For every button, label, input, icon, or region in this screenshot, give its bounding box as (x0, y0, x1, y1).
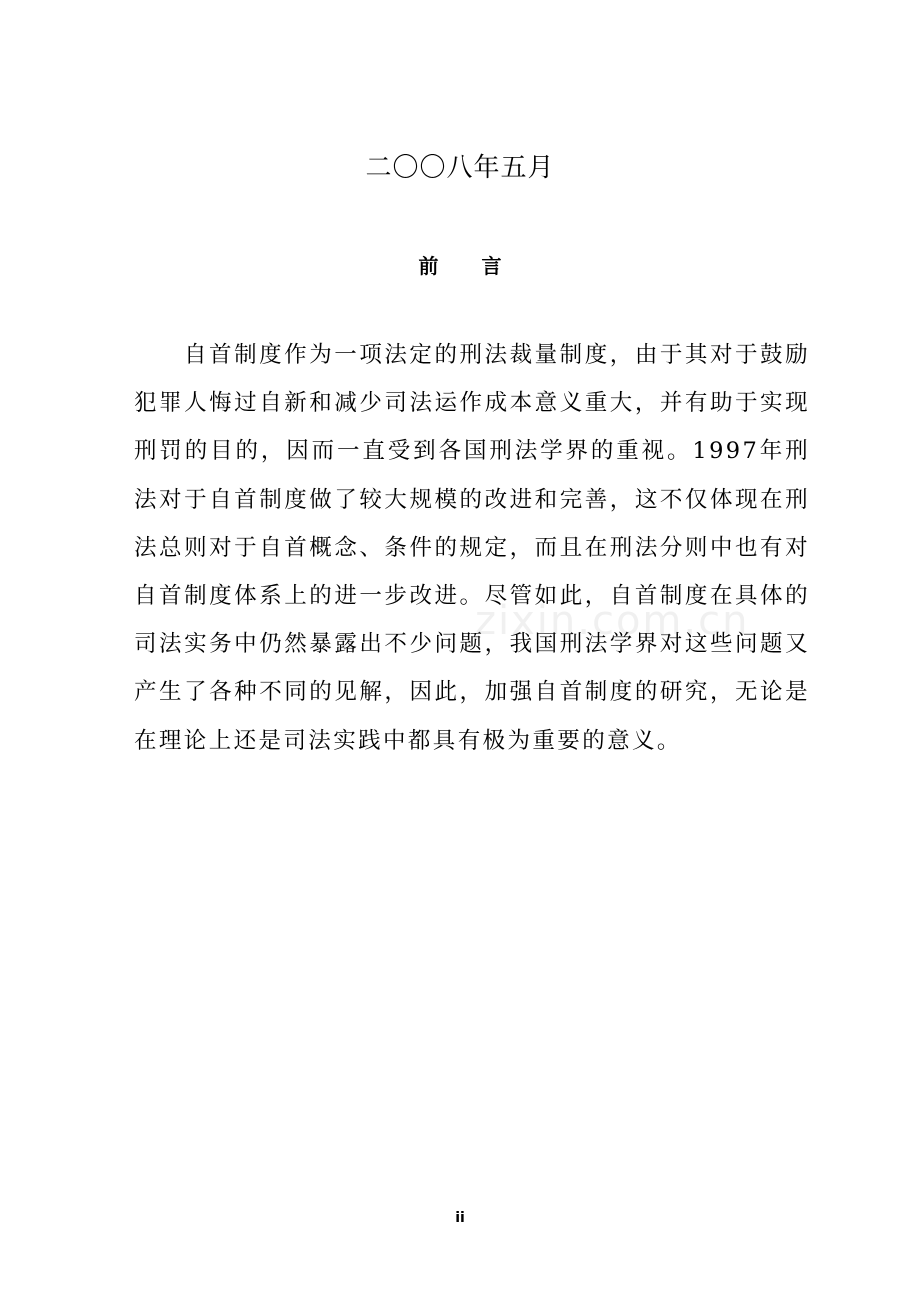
watermark: zixin.com.cn (475, 598, 750, 644)
date-line: 二〇〇八年五月 (365, 153, 555, 183)
preface-paragraph: 自首制度作为一项法定的刑法裁量制度，由于其对于鼓励犯罪人悔过自新和减少司法运作成本意义重大，并有助于实现刑罚的目的，因而一直受到各国刑法学界的重视。1997年刑法对于自首制度做了较大规模的改进和完善，这不仅体现在刑法总则对于自首概念、条件的规定，而且在刑法分则中也有对自首制度体系上的进一步改进。尽管如此，自首制度在具体的司法实务中仍然暴露出不少问题，我国刑法学界对这些问题又产生了各种不同的见解，因此，加强自首制度的研究，无论是在理论上还是司法实践中都具有极为重要的意义。 (134, 342, 810, 754)
preface-title: 前 言 (418, 254, 520, 278)
page-number: ii (455, 1210, 465, 1226)
